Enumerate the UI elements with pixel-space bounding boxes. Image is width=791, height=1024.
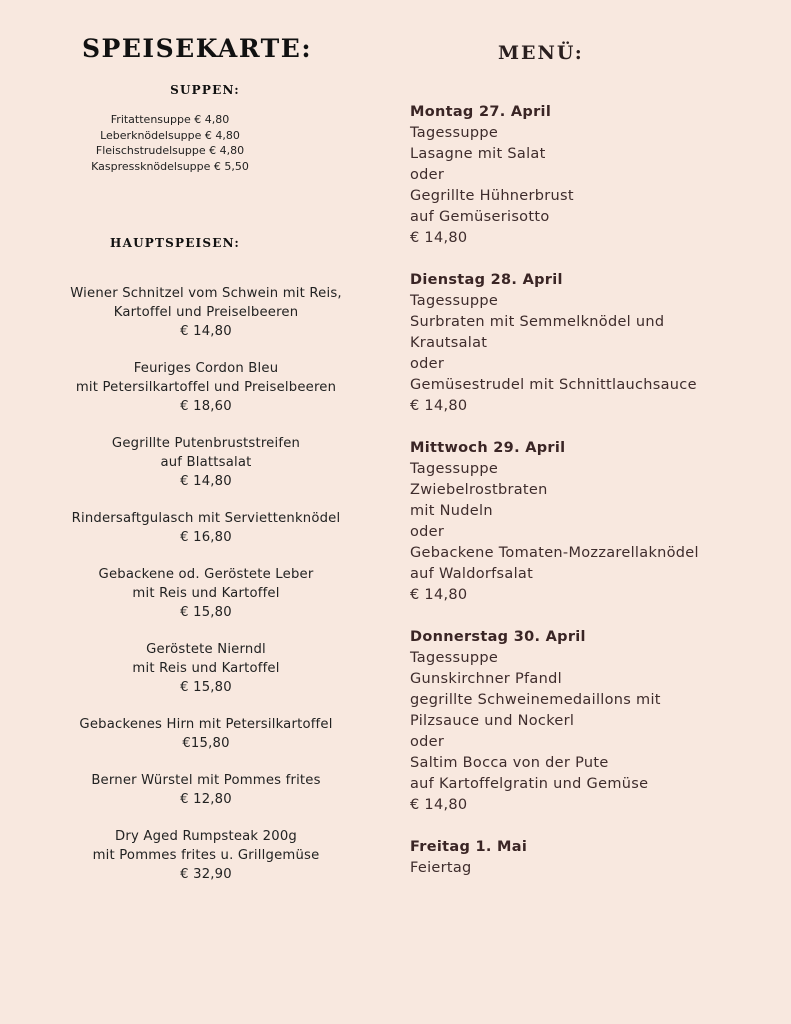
mains-list xyxy=(0,284,412,902)
menu-line: gegrillte Schweinemedaillons mit xyxy=(410,692,661,708)
dish-price: € 14,80 xyxy=(180,474,232,489)
dish-price: € 15,80 xyxy=(180,605,232,620)
main-dish-item xyxy=(0,827,412,884)
day-menu-wednesday xyxy=(410,438,782,606)
menu-line: Feiertag xyxy=(410,860,472,876)
dish-line: mit Reis und Kartoffel xyxy=(132,586,280,601)
menu-line: Lasagne mit Salat xyxy=(410,146,546,162)
menu-line: auf Gemüserisotto xyxy=(410,209,550,225)
day-title: Montag 27. April xyxy=(410,104,552,120)
menu-line: oder xyxy=(410,167,445,183)
menu-line: Saltim Bocca von der Pute xyxy=(410,755,609,771)
menu-line: Zwiebelrostbraten xyxy=(410,482,548,498)
dish-price: €15,80 xyxy=(182,736,230,751)
menu-price: € 14,80 xyxy=(410,587,468,603)
dish-price: € 15,80 xyxy=(180,680,232,695)
main-dish-item xyxy=(0,359,412,416)
dish-price: € 16,80 xyxy=(180,530,232,545)
menu-line: Gegrillte Hühnerbrust xyxy=(410,188,574,204)
mains-heading: HAUPTSPEISEN: xyxy=(110,236,240,250)
day-menu-friday xyxy=(410,837,782,879)
dish-line: mit Petersilkartoffel und Preiselbeeren xyxy=(75,380,337,395)
soups-heading: SUPPEN: xyxy=(170,83,240,97)
day-title: Freitag 1. Mai xyxy=(410,839,528,855)
dish-line: Geröstete Nierndl xyxy=(146,642,266,657)
dish-line: Kartoffel und Preiselbeeren xyxy=(113,305,299,320)
menu-line: Tagessuppe xyxy=(410,650,499,666)
day-title: Donnerstag 30. April xyxy=(410,629,586,645)
day-title: Dienstag 28. April xyxy=(410,272,563,288)
soup-item: Fleischstrudelsuppe € 4,80 xyxy=(95,144,245,157)
dish-line: Gebackenes Hirn mit Petersilkartoffel xyxy=(79,717,333,732)
day-menu-monday xyxy=(410,102,782,249)
dish-line: Wiener Schnitzel vom Schwein mit Reis, xyxy=(70,286,342,301)
menu-line: auf Kartoffelgratin und Gemüse xyxy=(410,776,649,792)
main-dish-item xyxy=(0,565,412,622)
dish-line: Dry Aged Rumpsteak 200g xyxy=(115,829,297,844)
menu-line: mit Nudeln xyxy=(410,503,493,519)
soup-item: Fritattensuppe € 4,80 xyxy=(110,113,230,126)
menu-line: Gunskirchner Pfandl xyxy=(410,671,562,687)
weekly-menu-title: MENÜ: xyxy=(498,42,584,64)
day-title: Mittwoch 29. April xyxy=(410,440,566,456)
dish-price: € 18,60 xyxy=(180,399,232,414)
main-dish-item xyxy=(0,771,412,809)
dish-line: Gegrillte Putenbruststreifen xyxy=(111,436,301,451)
dish-line: mit Pommes frites u. Grillgemüse xyxy=(92,848,320,863)
main-dish-item xyxy=(0,509,412,547)
dish-price: € 32,90 xyxy=(180,867,232,882)
soup-item: Leberknödelsuppe € 4,80 xyxy=(100,128,240,142)
weekly-menu xyxy=(410,102,782,900)
menu-line: Pilzsauce und Nockerl xyxy=(410,713,575,729)
dish-price: € 14,80 xyxy=(180,324,232,339)
menu-price: € 14,80 xyxy=(410,230,468,246)
dish-line: Feuriges Cordon Bleu xyxy=(133,361,279,376)
menu-line: Surbraten mit Semmelknödel und xyxy=(410,314,665,330)
menu-price: € 14,80 xyxy=(410,398,468,414)
day-menu-thursday xyxy=(410,627,782,816)
menu-line: Tagessuppe xyxy=(410,125,499,141)
menu-line: oder xyxy=(410,734,445,750)
menu-line: Krautsalat xyxy=(410,335,488,351)
main-dish-item xyxy=(0,640,412,697)
soup-item: Kaspressknödelsuppe € 5,50 xyxy=(91,159,249,173)
dish-line: Rindersaftgulasch mit Serviettenknödel xyxy=(71,511,341,526)
main-dish-item xyxy=(0,284,412,341)
menu-line: oder xyxy=(410,356,445,372)
dish-price: € 12,80 xyxy=(180,792,232,807)
menu-line: Tagessuppe xyxy=(410,293,499,309)
page-title: SPEISEKARTE: xyxy=(82,34,313,63)
soups-list xyxy=(0,112,340,174)
dish-line: Gebackene od. Geröstete Leber xyxy=(98,567,314,582)
menu-line: Gebackene Tomaten-Mozzarellaknödel xyxy=(410,545,699,561)
menu-line: oder xyxy=(410,524,445,540)
main-dish-item xyxy=(0,434,412,491)
dish-line: auf Blattsalat xyxy=(160,455,252,470)
menu-price: € 14,80 xyxy=(410,797,468,813)
menu-line: Tagessuppe xyxy=(410,461,499,477)
menu-line: Gemüsestrudel mit Schnittlauchsauce xyxy=(410,377,697,393)
menu-line: auf Waldorfsalat xyxy=(410,566,534,582)
dish-line: Berner Würstel mit Pommes frites xyxy=(91,773,321,788)
dish-line: mit Reis und Kartoffel xyxy=(132,661,280,676)
day-menu-tuesday xyxy=(410,270,782,417)
main-dish-item xyxy=(0,715,412,753)
